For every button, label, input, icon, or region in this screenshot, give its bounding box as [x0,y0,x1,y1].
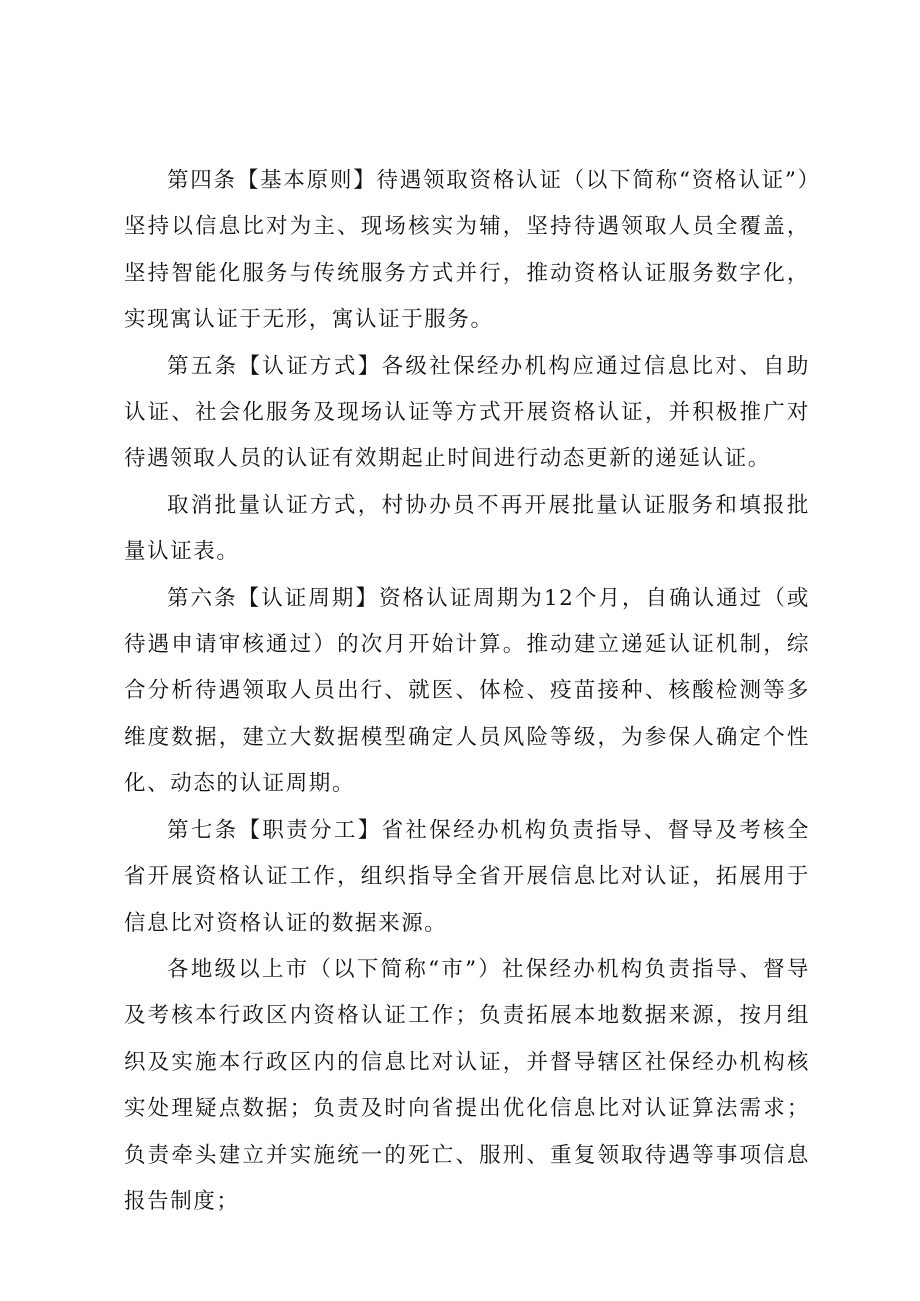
article-6-paragraph: 第六条【认证周期】资格认证周期为12个月，自确认通过（或待遇申请审核通过）的次月开始计算。推动建立递延认证机制，综合分析待遇领取人员出行、就医、体检、疫苗接种、核酸检测等多维度数据，建立大数据模型确定人员风险等级，为参保人确定个性化、动态的认证周期。 [124,585,810,797]
article-4-paragraph: 第四条【基本原则】待遇领取资格认证（以下简称“资格认证”）坚持以信息比对为主、现场核实为辅，坚持待遇领取人员全覆盖，坚持智能化服务与传统服务方式并行，推动资格认证服务数字化，实现寓认证于无形，寓认证于服务。 [124,168,810,333]
article-5-supplement-paragraph: 取消批量认证方式，村协办员不再开展批量认证服务和填报批量认证表。 [124,492,810,565]
article-5-paragraph: 第五条【认证方式】各级社保经办机构应通过信息比对、自助认证、社会化服务及现场认证等方式开展资格认证，并积极推广对待遇领取人员的认证有效期起止时间进行动态更新的递延认证。 [124,353,810,472]
article-7-paragraph: 第七条【职责分工】省社保经办机构负责指导、督导及考核全省开展资格认证工作，组织指导全省开展信息比对认证，拓展用于信息比对资格认证的数据来源。 [124,817,810,936]
article-7-city-duties-paragraph: 各地级以上市（以下简称“市”）社保经办机构负责指导、督导及考核本行政区内资格认证工作；负责拓展本地数据来源，按月组织及实施本行政区内的信息比对认证，并督导辖区社保经办机构核实处理疑点数据；负责及时向省提出优化信息比对认证算法需求；负责牵头建立并实施统一的死亡、服刑、重复领取待遇等事项信息报告制度； [124,956,810,1214]
document-body [124,158,810,1225]
